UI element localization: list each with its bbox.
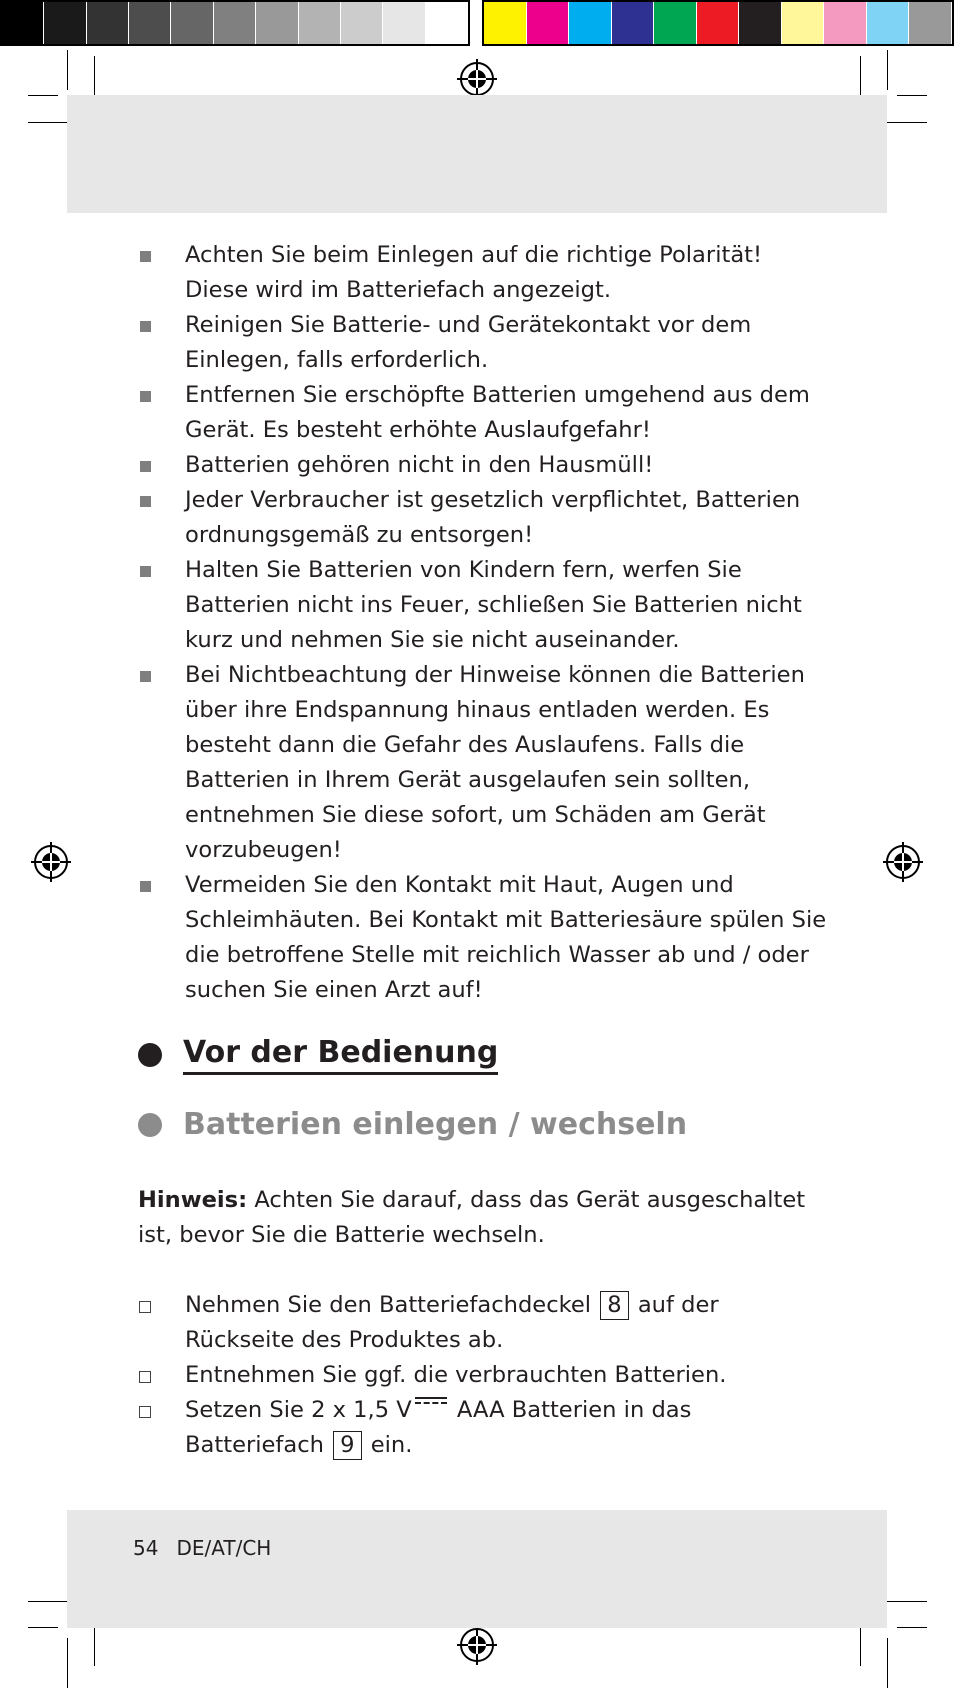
registration-mark-icon (883, 842, 923, 882)
checkbox-square-icon (139, 1301, 151, 1313)
color-swatch (44, 2, 86, 44)
step-text: auf der Rückseite des Produktes ab. (185, 1292, 719, 1353)
square-bullet-icon (140, 566, 151, 577)
section-heading-text: Vor der Bedienung (183, 1035, 498, 1075)
crop-mark (897, 1627, 927, 1628)
list-item (138, 1393, 828, 1463)
crop-mark (897, 95, 927, 96)
part-reference-badge: 9 (333, 1431, 361, 1460)
list-item (138, 1358, 828, 1393)
note-text: Achten Sie darauf, dass das Gerät ausgeschaltet ist, bevor Sie die Batterie wechseln. (138, 1187, 806, 1248)
list-item (138, 1288, 828, 1358)
black-circle-bullet-icon (138, 1043, 162, 1067)
color-swatch (214, 2, 256, 44)
safety-instructions (138, 238, 828, 1008)
bullet-text: Achten Sie beim Einlegen auf die richtige Polarität! Diese wird im Batteriefach angezeigt. (185, 242, 763, 303)
note-label: Hinweis: (138, 1187, 248, 1213)
color-swatch (739, 2, 782, 44)
direct-current-icon (415, 1397, 447, 1404)
crop-mark (67, 50, 68, 90)
bullet-text: Bei Nichtbeachtung der Hinweise können die Batterien über ihre Endspannung hinaus entladen werden. Es besteht dann die Gefahr des Auslaufens. Falls die Batterien in Ihrem Gerät ausgelaufen sein sollten, entnehmen Sie diese sofort, um Schäden am Gerät vorzubeugen! (185, 662, 805, 863)
step-text: ein. (363, 1432, 413, 1458)
bullet-text: Reinigen Sie Batterie- und Gerätekontakt vor dem Einlegen, falls erforderlich. (185, 312, 752, 373)
header-band (67, 95, 887, 213)
safety-bullet-list (138, 238, 828, 1008)
checkbox-square-icon (139, 1371, 151, 1383)
color-swatch (87, 2, 129, 44)
list-item (138, 308, 828, 378)
crop-mark (887, 1638, 888, 1688)
color-swatch (484, 2, 527, 44)
footer-band (67, 1510, 887, 1628)
color-swatch (612, 2, 655, 44)
color-calibration-bar-left (0, 0, 470, 46)
crop-mark (28, 95, 58, 96)
part-reference-badge: 8 (600, 1291, 628, 1320)
subsection-heading-text: Batterien einlegen / wechseln (183, 1107, 688, 1142)
list-item (138, 658, 828, 868)
note-paragraph (138, 1183, 828, 1253)
color-swatch (824, 2, 867, 44)
color-swatch (527, 2, 570, 44)
list-item (138, 553, 828, 658)
square-bullet-icon (140, 496, 151, 507)
color-swatch (2, 2, 44, 44)
square-bullet-icon (140, 321, 151, 332)
list-item (138, 238, 828, 308)
step-list (138, 1288, 828, 1463)
square-bullet-icon (140, 881, 151, 892)
list-item (138, 378, 828, 448)
bullet-text: Halten Sie Batterien von Kindern fern, werfen Sie Batterien nicht ins Feuer, schließen Sie Batterien nicht kurz und nehmen Sie sie nicht auseinander. (185, 557, 802, 653)
color-swatch (569, 2, 612, 44)
page-number: 54 (133, 1536, 159, 1560)
registration-mark-icon (31, 842, 71, 882)
square-bullet-icon (140, 251, 151, 262)
color-swatch (383, 2, 425, 44)
section-heading (138, 1035, 498, 1075)
subsection-heading (138, 1107, 687, 1142)
color-swatch (171, 2, 213, 44)
step-text: Setzen Sie 2 x 1,5 V (185, 1397, 412, 1423)
crop-mark (887, 50, 888, 90)
color-swatch (426, 2, 468, 44)
color-swatch (256, 2, 298, 44)
color-swatch (697, 2, 740, 44)
list-item (138, 483, 828, 553)
step-text: AAA Batterien in das Batteriefach (185, 1397, 692, 1458)
square-bullet-icon (140, 671, 151, 682)
color-swatch (299, 2, 341, 44)
step-text: Nehmen Sie den Batteriefachdeckel (185, 1292, 599, 1318)
page-footer (133, 1536, 271, 1560)
region-code: DE/AT/CH (176, 1536, 272, 1560)
bullet-text: Jeder Verbraucher ist gesetzlich verpflichtet, Batterien ordnungsgemäß zu entsorgen! (185, 487, 801, 548)
bullet-text: Batterien gehören nicht in den Hausmüll! (185, 452, 654, 478)
checkbox-square-icon (139, 1406, 151, 1418)
crop-mark (28, 1627, 58, 1628)
list-item (138, 868, 828, 1008)
square-bullet-icon (140, 391, 151, 402)
color-swatch (867, 2, 910, 44)
color-swatch (782, 2, 825, 44)
color-swatch (129, 2, 171, 44)
color-swatch (654, 2, 697, 44)
crop-mark (67, 1638, 68, 1688)
color-swatch (341, 2, 383, 44)
list-item (138, 448, 828, 483)
registration-mark-icon (457, 1625, 497, 1665)
grey-circle-bullet-icon (138, 1113, 162, 1137)
color-calibration-bar-right (482, 0, 954, 46)
registration-mark-icon (457, 59, 497, 99)
color-swatch (909, 2, 952, 44)
bullet-text: Vermeiden Sie den Kontakt mit Haut, Augen und Schleimhäuten. Bei Kontakt mit Batteriesäure spülen Sie die betroffene Stelle mit reichlich Wasser ab und / oder suchen Sie einen Arzt auf! (185, 872, 827, 1003)
bullet-text: Entfernen Sie erschöpfte Batterien umgehend aus dem Gerät. Es besteht erhöhte Auslaufgefahr! (185, 382, 810, 443)
square-bullet-icon (140, 461, 151, 472)
step-text: Entnehmen Sie ggf. die verbrauchten Batterien. (185, 1362, 727, 1388)
